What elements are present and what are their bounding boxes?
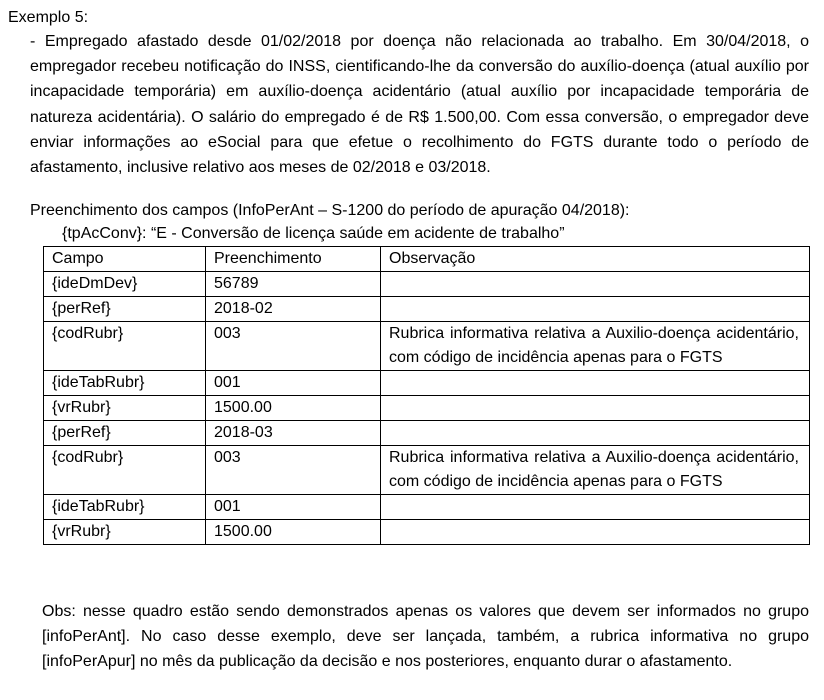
- header-campo: Campo: [44, 247, 206, 272]
- cell-preenchimento: 1500.00: [206, 396, 381, 421]
- table-row: [44, 396, 810, 421]
- cell-observacao: [381, 272, 810, 297]
- table-header-row: [44, 247, 810, 272]
- cell-preenchimento: 003: [206, 322, 381, 371]
- cell-campo: {vrRubr}: [44, 520, 206, 545]
- observation-note: Obs: nesse quadro estão sendo demonstrados apenas os valores que devem ser informados no grupo [infoPerAnt]. No caso desse exemplo, deve ser lançada, também, a rubrica informativa no grupo [infoPerApur] no mês da publicação da decisão e nos posteriores, enquanto durar o afastamento.: [42, 603, 809, 670]
- cell-observacao: [381, 495, 810, 520]
- cell-observacao: Rubrica informativa relativa a Auxilio-doença acidentário, com código de incidência apenas para o FGTS: [381, 322, 810, 371]
- cell-campo: {ideTabRubr}: [44, 371, 206, 396]
- cell-preenchimento: 1500.00: [206, 520, 381, 545]
- cell-campo: {codRubr}: [44, 446, 206, 495]
- cell-campo: {perRef}: [44, 297, 206, 322]
- cell-observacao: [381, 297, 810, 322]
- example-description: - Empregado afastado desde 01/02/2018 por doença não relacionada ao trabalho. Em 30/04/2018, o empregador recebeu notificação do INSS, cientificando-lhe da conversão do auxílio-doença (atual auxílio por incapacidade temporária) em auxílio-doença acidentário (atual auxílio por incapacidade temporária de natureza acidentária). O salário do empregado é de R$ 1.500,00. Com essa conversão, o empregador deve enviar informações ao eSocial para que efetue o recolhimento do FGTS durante todo o período de afastamento, inclusive relativo aos meses de 02/2018 e 03/2018.: [30, 33, 809, 177]
- cell-preenchimento: 003: [206, 446, 381, 495]
- header-preenchimento: Preenchimento: [206, 247, 381, 272]
- cell-campo: {vrRubr}: [44, 396, 206, 421]
- cell-preenchimento: 001: [206, 371, 381, 396]
- table-row: [44, 421, 810, 446]
- cell-observacao: [381, 421, 810, 446]
- tp-ac-conv-line: {tpAcConv}: “E - Conversão de licença saúde em acidente de trabalho”: [62, 225, 565, 242]
- cell-campo: {ideDmDev}: [44, 272, 206, 297]
- example-title: Exemplo 5:: [8, 9, 89, 26]
- cell-preenchimento: 56789: [206, 272, 381, 297]
- cell-preenchimento: 2018-02: [206, 297, 381, 322]
- fields-table: [43, 246, 810, 545]
- table-row: [44, 520, 810, 545]
- cell-campo: {perRef}: [44, 421, 206, 446]
- table-row: [44, 371, 810, 396]
- header-observacao: Observação: [381, 247, 810, 272]
- cell-preenchimento: 001: [206, 495, 381, 520]
- cell-observacao: [381, 520, 810, 545]
- cell-observacao: [381, 371, 810, 396]
- table-row: [44, 322, 810, 371]
- table-row: [44, 272, 810, 297]
- cell-preenchimento: 2018-03: [206, 421, 381, 446]
- table-row: [44, 446, 810, 495]
- cell-observacao: [381, 396, 810, 421]
- table-row: [44, 495, 810, 520]
- fill-title: Preenchimento dos campos (InfoPerAnt – S-1200 do período de apuração 04/2018):: [30, 202, 630, 219]
- cell-campo: {codRubr}: [44, 322, 206, 371]
- table-row: [44, 297, 810, 322]
- cell-campo: {ideTabRubr}: [44, 495, 206, 520]
- cell-observacao: Rubrica informativa relativa a Auxilio-doença acidentário, com código de incidência apenas para o FGTS: [381, 446, 810, 495]
